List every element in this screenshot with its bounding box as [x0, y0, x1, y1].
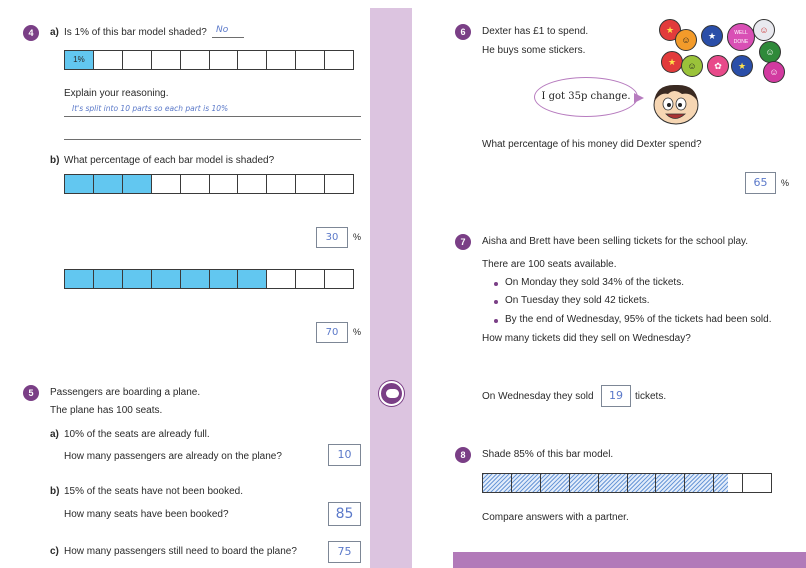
q4-answer-box-2[interactable]: 70: [316, 322, 348, 343]
q4-part-b-label: b): [50, 155, 60, 166]
q5-b-label: b): [50, 486, 60, 497]
star-icon: ★: [731, 55, 753, 77]
bar-model-2-cell: [181, 175, 210, 193]
star-icon: ★: [659, 19, 681, 41]
q4-part-a-question: Is 1% of this bar model shaded?: [64, 27, 207, 38]
bar-model-2-cell: [65, 175, 94, 193]
q7-question: How many tickets did they sell on Wednesday?: [482, 333, 691, 344]
percent-sign: %: [353, 327, 362, 337]
q5-b-text: 15% of the seats have not been booked.: [64, 486, 244, 497]
percent-sign: %: [353, 232, 362, 242]
speech-bubble-tail: [634, 93, 644, 103]
bar-model-3-cell: [296, 270, 325, 288]
bar-model-3-cell: [238, 270, 267, 288]
question-number-7: 7: [455, 234, 471, 250]
bar-model-1-cell: [210, 51, 239, 69]
q4-explain-prompt: Explain your reasoning.: [64, 88, 169, 99]
q7-bullet: By the end of Wednesday, 95% of the tickets had been sold.: [505, 314, 772, 325]
bar-model-4-cell: [570, 474, 599, 492]
bar-model-1-cell: [152, 51, 181, 69]
bar-model-3-cell: [325, 270, 353, 288]
bar-model-2-cell: [267, 175, 296, 193]
bar-model-1: [64, 50, 354, 70]
smiley-icon: ☺: [753, 19, 775, 41]
q8-compare: Compare answers with a partner.: [482, 512, 629, 523]
question-number-6: 6: [455, 24, 471, 40]
bar-model-4-cell: [483, 474, 512, 492]
bar-model-2-cell: [210, 175, 239, 193]
bar-model-2-cell: [152, 175, 181, 193]
q5-c-question: How many passengers still need to board the plane?: [64, 546, 297, 557]
bar-model-4-cell: [656, 474, 685, 492]
bar-model-1-cell: 1%: [65, 51, 94, 69]
q4-answer-box-1[interactable]: 30: [316, 227, 348, 248]
q6-question: What percentage of his money did Dexter spend?: [482, 139, 702, 150]
bar-model-3-cell: [65, 270, 94, 288]
stickers-image: [655, 15, 790, 90]
bar-model-2-cell: [325, 175, 353, 193]
q5-c-answer-box[interactable]: 75: [328, 541, 361, 563]
bar-model-2-cell: [123, 175, 152, 193]
bar-model-1-cell: [325, 51, 353, 69]
q5-a-text: 10% of the seats are already full.: [64, 429, 210, 440]
bullet-point: [494, 300, 498, 304]
bar-model-4-cell: [628, 474, 657, 492]
bullet-point: [494, 282, 498, 286]
bar-model-2-cell: [94, 175, 123, 193]
bar-model-3-cell: [210, 270, 239, 288]
bullet-point: [494, 319, 498, 323]
q5-a-question: How many passengers are already on the plane?: [64, 451, 282, 462]
q5-intro-2: The plane has 100 seats.: [50, 405, 163, 416]
speech-text: I got 35p change.: [541, 91, 631, 102]
question-number-4: 4: [23, 25, 39, 41]
q7-answer-prefix: On Wednesday they sold: [482, 391, 594, 402]
dexter-illustration: [648, 80, 704, 126]
footer-band: [453, 552, 806, 568]
smiley-icon: ☺: [675, 29, 697, 51]
smiley-icon: ☺: [763, 61, 785, 83]
bar-model-4-cell: [512, 474, 541, 492]
q4-part-a-answer[interactable]: No: [216, 25, 229, 35]
q5-c-label: c): [50, 546, 59, 557]
q5-a-answer-box[interactable]: 10: [328, 444, 361, 466]
q4-part-a-answer-line: [212, 37, 244, 38]
bar-model-3: [64, 269, 354, 289]
bar-model-3-cell: [123, 270, 152, 288]
q5-a-label: a): [50, 429, 59, 440]
bar-model-1-cell: [181, 51, 210, 69]
answer-line: [64, 116, 361, 117]
q6-line-1: Dexter has £1 to spend.: [482, 26, 589, 37]
bar-model-3-cell: [181, 270, 210, 288]
bar-model-1-cell: [123, 51, 152, 69]
bar-model-4-cell: [599, 474, 628, 492]
q5-b-question: How many seats have been booked?: [64, 509, 229, 520]
flower-icon: ✿: [707, 55, 729, 77]
star-icon: ★: [701, 25, 723, 47]
bar-model-1-cell: [267, 51, 296, 69]
bar-model-2-cell: [296, 175, 325, 193]
star-icon: ★: [661, 51, 683, 73]
q8-prompt: Shade 85% of this bar model.: [482, 449, 614, 460]
smiley-icon: ☺: [681, 55, 703, 77]
q4-explain-answer[interactable]: It's split into 10 parts so each part is 10%: [72, 104, 229, 113]
q7-bullet: On Monday they sold 34% of the tickets.: [505, 277, 684, 288]
speech-bubble: [534, 77, 638, 117]
bar-model-4-cell: [541, 474, 570, 492]
question-number-8: 8: [455, 447, 471, 463]
bar-model-4[interactable]: [482, 473, 772, 493]
q7-answer-suffix: tickets.: [635, 391, 667, 402]
bar-model-2: [64, 174, 354, 194]
answer-line: [64, 139, 361, 140]
bar-model-1-cell: [94, 51, 123, 69]
thinking-cloud-icon: [379, 381, 404, 406]
q7-answer-box[interactable]: 19: [601, 385, 631, 407]
bar-model-3-cell: [152, 270, 181, 288]
page-divider: [370, 8, 412, 568]
q6-line-2: He buys some stickers.: [482, 45, 586, 56]
q7-intro: Aisha and Brett have been selling tickets for the school play.: [482, 236, 749, 247]
smiley-icon: ☺: [759, 41, 781, 63]
question-number-5: 5: [23, 385, 39, 401]
q6-answer-box[interactable]: 65: [745, 172, 776, 194]
bar-model-1-cell: [296, 51, 325, 69]
bar-model-2-cell: [238, 175, 267, 193]
q5-b-answer-box[interactable]: 85: [328, 502, 361, 526]
bar-model-3-cell: [267, 270, 296, 288]
bar-model-1-cell: [238, 51, 267, 69]
q4-part-b-question: What percentage of each bar model is shaded?: [64, 155, 275, 166]
bar-model-4-cell: [685, 474, 714, 492]
bar-model-3-cell: [94, 270, 123, 288]
bar-model-4-cell: [714, 474, 743, 492]
bar-model-4-cell: [743, 474, 771, 492]
q4-part-a-label: a): [50, 27, 59, 38]
q7-seats: There are 100 seats available.: [482, 259, 617, 270]
percent-sign: %: [781, 178, 790, 188]
q5-intro-1: Passengers are boarding a plane.: [50, 387, 201, 398]
well-done-sticker: WELL DONE: [727, 23, 755, 51]
q7-bullet: On Tuesday they sold 42 tickets.: [505, 295, 650, 306]
